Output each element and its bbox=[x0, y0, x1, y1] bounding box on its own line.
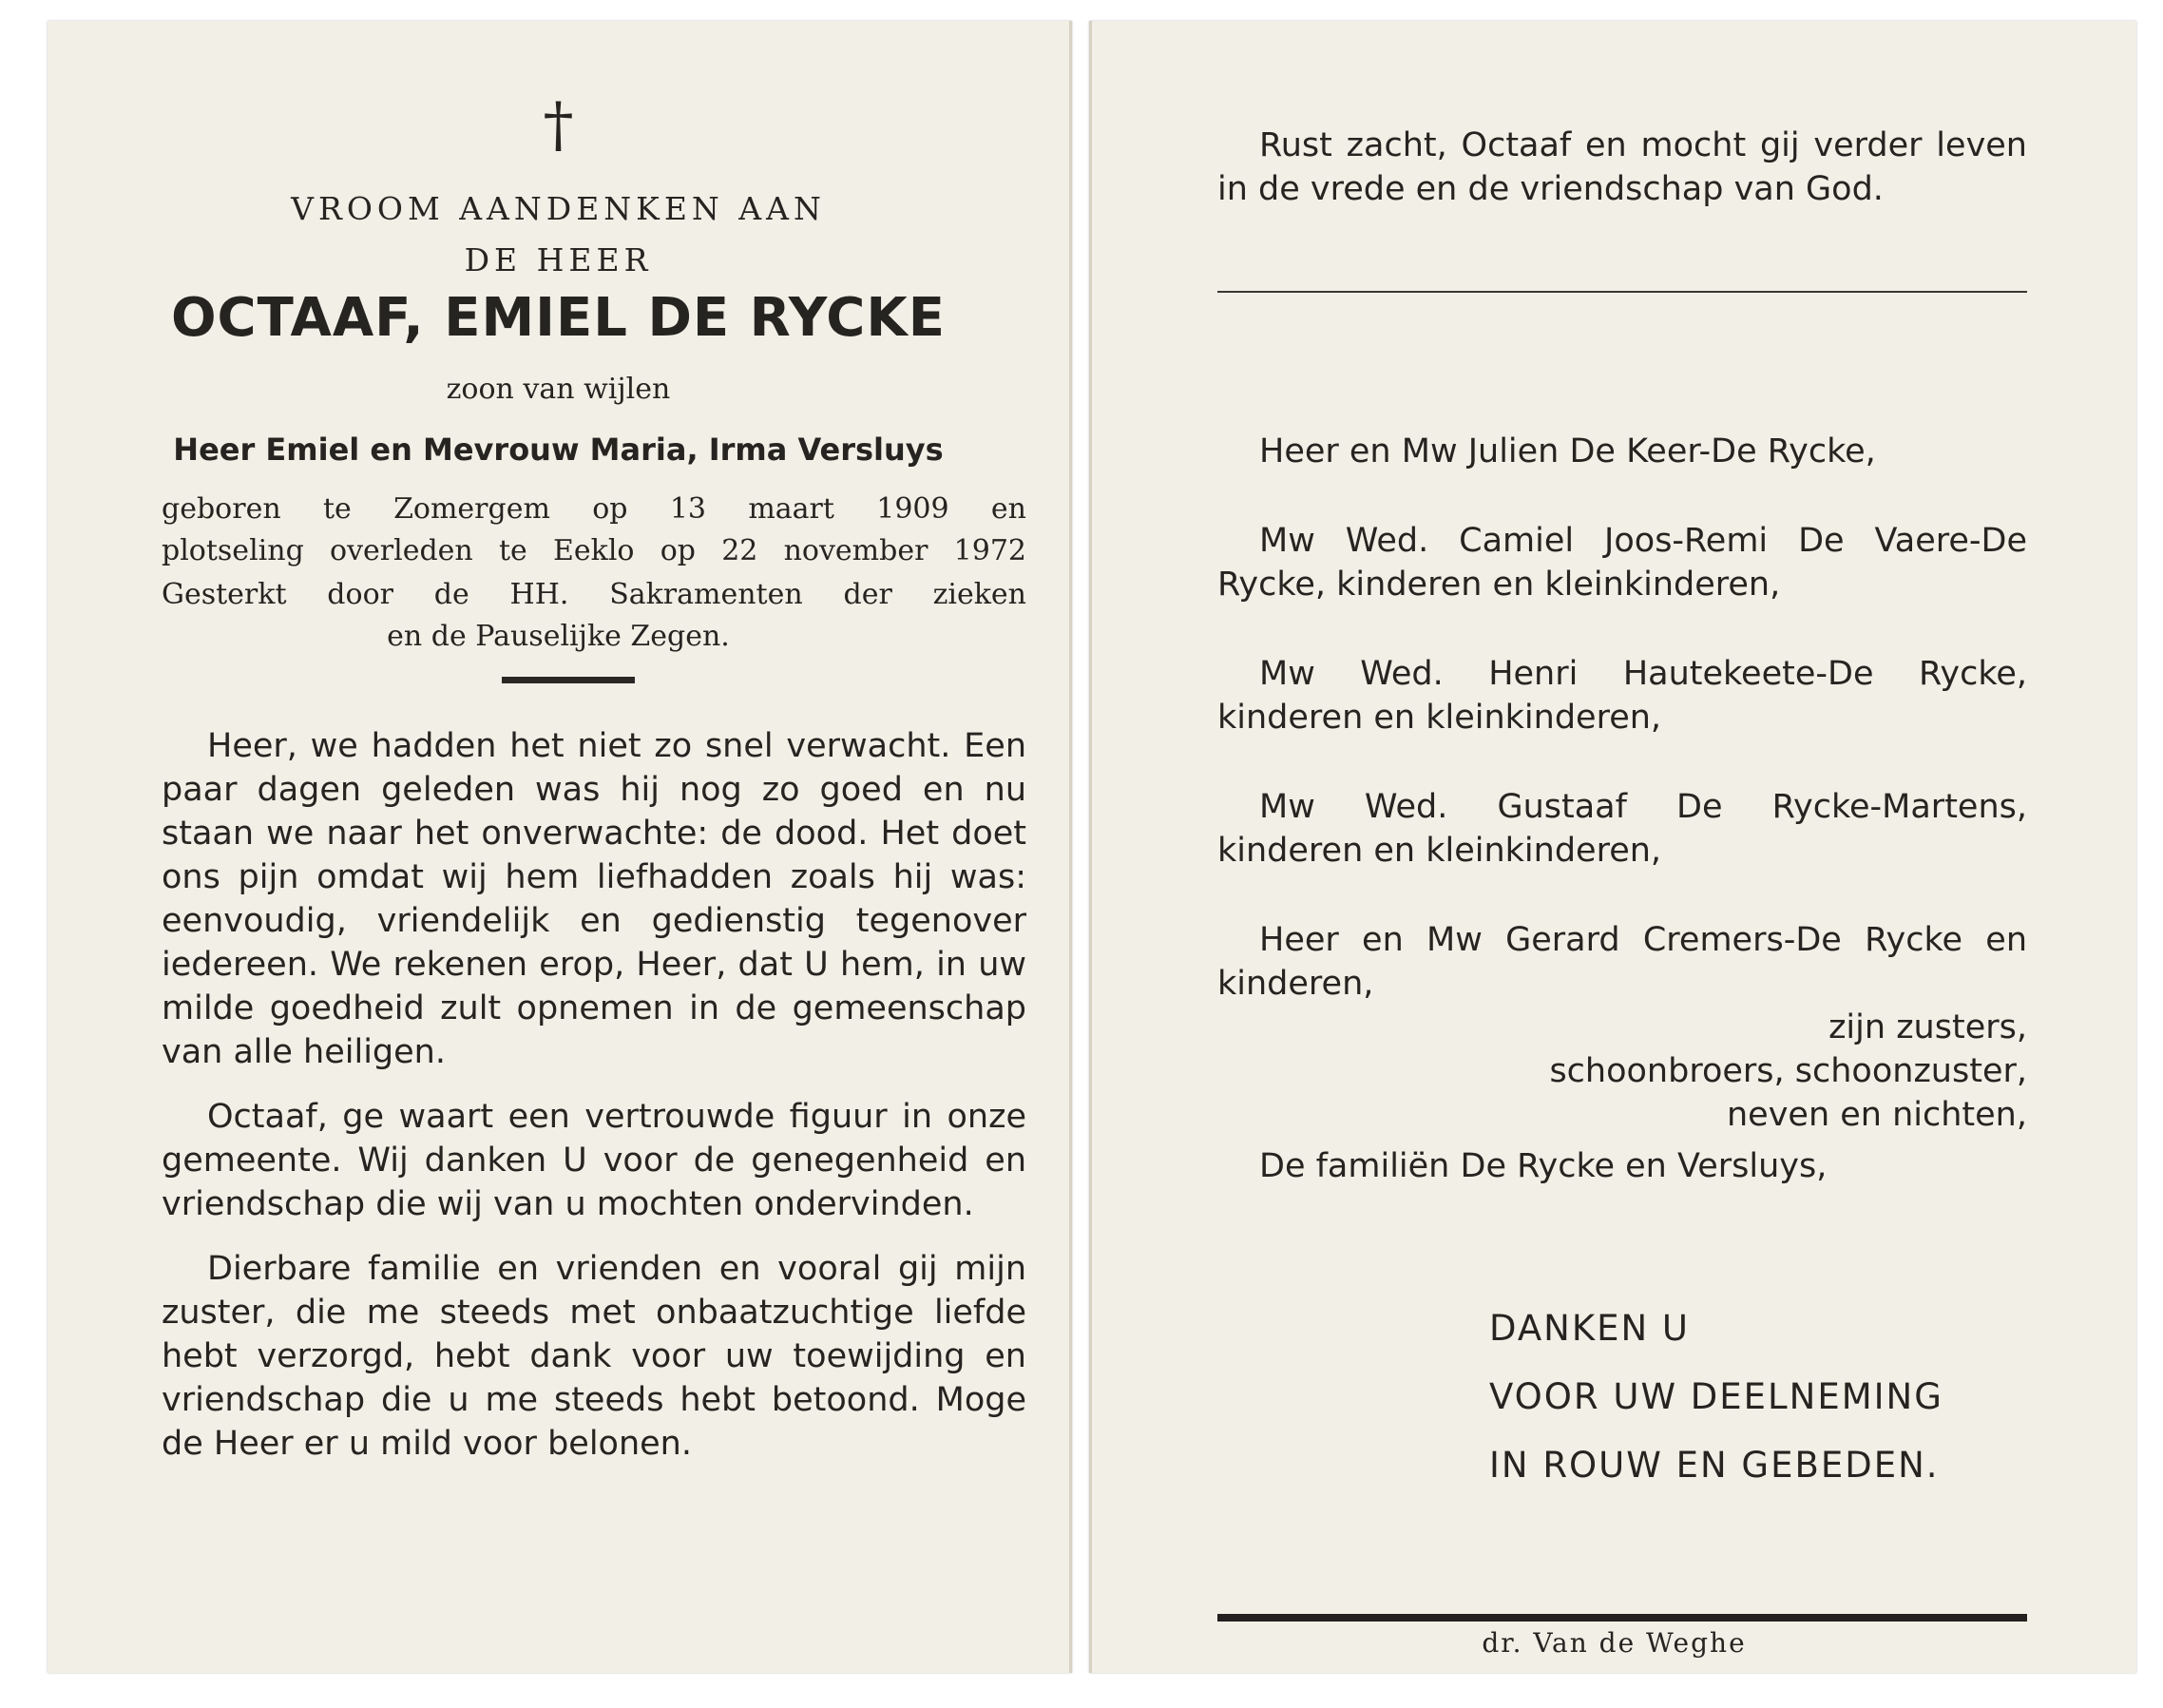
birth-line: geboren te Zomergem op 13 maart 1909 en bbox=[162, 492, 1026, 526]
thanks-line: IN ROUW EN GEBEDEN. bbox=[1489, 1445, 1940, 1486]
blessing-line: en de Pauselijke Zegen. bbox=[387, 620, 730, 653]
divider bbox=[502, 677, 635, 683]
deceased-name: OCTAAF, EMIEL DE RYCKE bbox=[170, 287, 947, 349]
prayer-paragraph: Rust zacht, Octaaf en mocht gij verder leven in de vrede en de vriendschap van God. bbox=[1217, 126, 2027, 208]
eulogy-paragraph: Octaaf, ge waart een vertrouwde figuur in onze gemeente. Wij danken U voor de genegenheid en vriendschap die wij van u mochten ondervinden. bbox=[162, 1098, 1026, 1223]
eulogy-paragraph: Heer, we hadden het niet zo snel verwacht. Een paar dagen geleden was hij nog zo goed en nu staan we naar het onverwachte: de dood. Het doet ons pijn omdat wij hem liefhadden zoals hij was: eenvoudig, vriendelijk en gedienstig tegenover iedereen. We rekenen erop, Heer, dat U hem, in uw milde goedheid zult opnemen in de gemeenschap van alle heiligen. bbox=[162, 727, 1026, 1071]
parents-names: Heer Emiel en Mevrouw Maria, Irma Versluys bbox=[173, 432, 944, 468]
eulogy-text bbox=[162, 724, 1026, 1466]
death-line: plotseling overleden te Eeklo op 22 november 1972 bbox=[162, 534, 1026, 567]
divider bbox=[1217, 1614, 2027, 1622]
eulogy-paragraph: Dierbare familie en vrienden en vooral gij mijn zuster, die me steeds met onbaatzuchtige liefde hebt verzorgd, hebt dank voor uw toewijding en vriendschap die u me steeds hebt betoond. Moge de Heer er u mild voor belonen. bbox=[162, 1250, 1026, 1463]
family-list bbox=[1217, 430, 2027, 1188]
sacraments-line: Gesterkt door de HH. Sakramenten der zieken bbox=[162, 578, 1026, 611]
relatives-line: zijn zusters, bbox=[1828, 1008, 2027, 1046]
thanks-line: DANKEN U bbox=[1489, 1308, 1690, 1349]
relatives-line: schoonbroers, schoonzuster, bbox=[1549, 1052, 2027, 1090]
son-of-label: zoon van wijlen bbox=[446, 373, 671, 406]
family-entry: Mw Wed. Gustaaf De Rycke-Martens, kinderen en kleinkinderen, bbox=[1217, 788, 2027, 870]
thanks-line: VOOR UW DEELNEMING bbox=[1489, 1376, 1943, 1417]
relatives-line: neven en nichten, bbox=[1726, 1096, 2027, 1134]
cross-icon: † bbox=[543, 90, 574, 161]
family-entry: Mw Wed. Henri Hautekeete-De Rycke, kinderen en kleinkinderen, bbox=[1217, 655, 2027, 737]
families-line: De familiën De Rycke en Versluys, bbox=[1259, 1147, 1828, 1185]
prayer-text bbox=[1217, 124, 2027, 211]
memorial-card-left-panel bbox=[48, 21, 1072, 1673]
printer-credit: dr. Van de Weghe bbox=[1482, 1627, 1747, 1659]
memorial-subheading: DE HEER bbox=[464, 241, 653, 278]
family-entry: Heer en Mw Gerard Cremers-De Rycke en kinderen, bbox=[1217, 921, 2027, 1003]
family-entry: Mw Wed. Camiel Joos-Remi De Vaere-De Rycke, kinderen en kleinkinderen, bbox=[1217, 522, 2027, 604]
memorial-heading: VROOM AANDENKEN AAN bbox=[291, 190, 826, 227]
divider bbox=[1217, 291, 2027, 293]
family-entry: Heer en Mw Julien De Keer-De Rycke, bbox=[1259, 432, 1876, 470]
memorial-card-right-panel bbox=[1089, 21, 2136, 1673]
